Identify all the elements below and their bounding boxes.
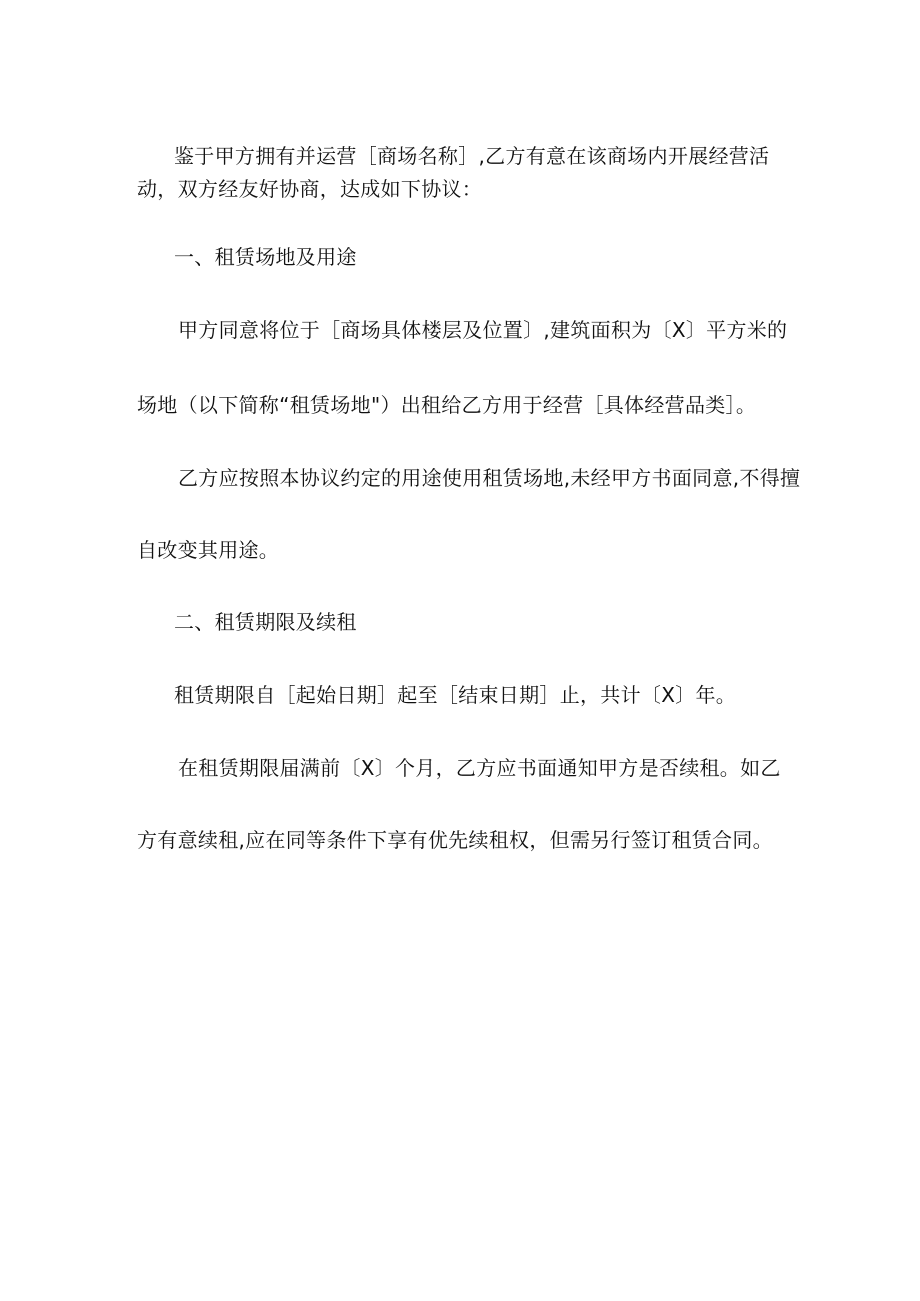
section-1-paragraph-2-line-1: 乙方应按照本协议约定的用途使用租赁场地,未经甲方书面同意,不得擅 bbox=[178, 466, 801, 490]
section-2-paragraph-2-line-2: 方有意续租,应在同等条件下享有优先续租权，但需另行签订租赁合同。 bbox=[137, 828, 773, 852]
section-2-paragraph-2-line-1: 在租赁期限届满前〔X〕个月，乙方应书面通知甲方是否续租。如乙 bbox=[178, 756, 781, 780]
intro-text-line-2: 动，双方经友好协商，达成如下协议： bbox=[137, 177, 483, 201]
section-1-paragraph-2-line-2: 自改变其用途。 bbox=[137, 538, 280, 562]
section-2-paragraph-1-line-1: 租赁期限自［起始日期］起至［结束日期］止，共计〔X〕年。 bbox=[174, 683, 737, 707]
section-1-paragraph-1-line-1: 甲方同意将位于［商场具体楼层及位置〕,建筑面积为〔X〕平方米的 bbox=[178, 318, 788, 342]
section-1-paragraph-1-line-2: 场地（以下简称“租赁场地"）出租给乙方用于经营［具体经营品类］。 bbox=[137, 393, 757, 417]
section-1-heading: 一、租赁场地及用途 bbox=[174, 245, 357, 269]
section-2-heading: 二、租赁期限及续租 bbox=[174, 610, 357, 634]
intro-text-line-1: 鉴于甲方拥有并运营［商场名称］,乙方有意在该商场内开展经营活 bbox=[174, 144, 770, 168]
